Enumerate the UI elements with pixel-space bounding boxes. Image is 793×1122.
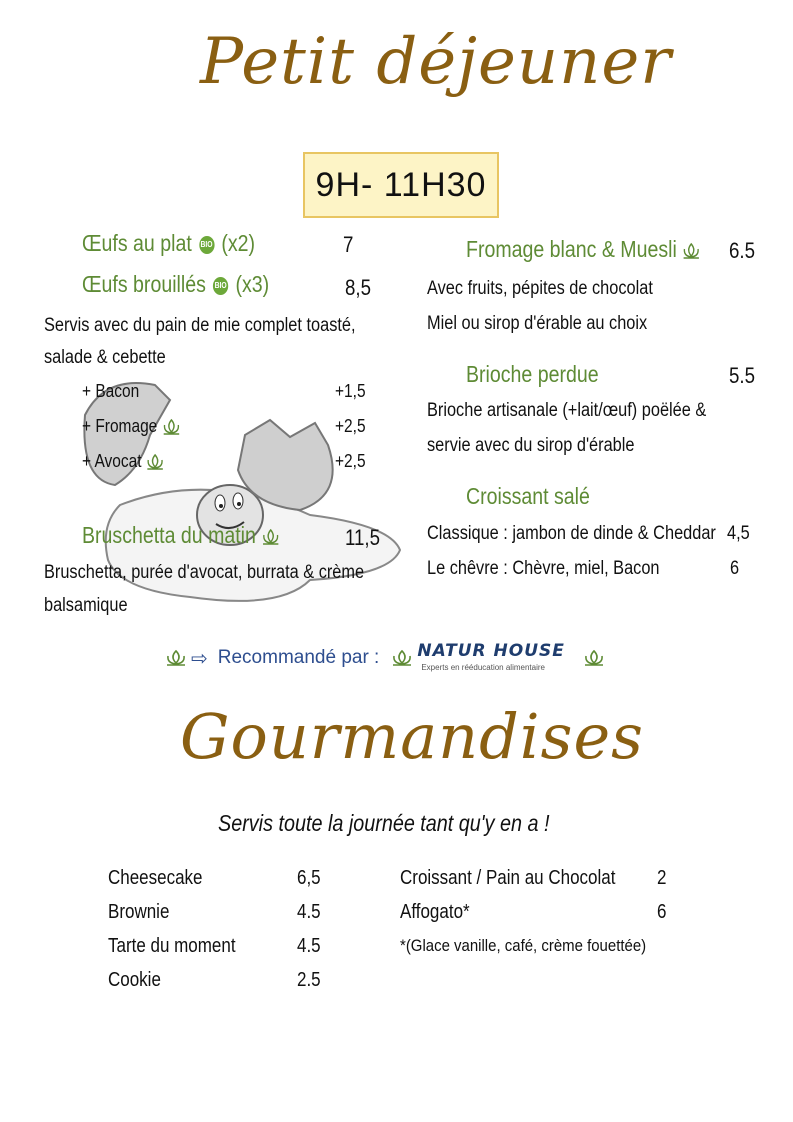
hours-text: 9H- 11H30: [315, 165, 487, 204]
extra-fromage-price: +2,5: [335, 416, 366, 436]
brioche-name: Brioche perdue: [466, 361, 599, 387]
leaf-icon: [146, 453, 165, 471]
sweet-cookie-label: Cookie: [108, 969, 161, 991]
oeufs-brouilles-name: [82, 271, 269, 298]
sweet-brownie-label: Brownie: [108, 901, 170, 923]
sweet-affogato-label: Affogato*: [400, 901, 470, 923]
bio-badge-icon: BIO: [199, 236, 214, 254]
fromage-blanc-name-row: [466, 236, 701, 263]
sweet-cheesecake-price: 6,5: [297, 867, 321, 889]
sweet-croissant-price: 2: [657, 867, 667, 889]
sweets-subtitle: Servis toute la journée tant qu'y en a !: [218, 810, 550, 836]
fromage-blanc-price: 6.5: [729, 238, 756, 263]
sweet-affogato-price: 6: [657, 901, 667, 923]
leaf-icon: [261, 528, 280, 546]
extra-avocat-price: +2,5: [335, 451, 366, 471]
extra-bacon-label: + Bacon: [82, 381, 140, 401]
affogato-note: *(Glace vanille, café, crème fouettée): [400, 936, 647, 955]
bruschetta-description-line1: Bruschetta, purée d'avocat, burrata & crème: [44, 562, 365, 583]
croissant-classique-label: Classique : jambon de dinde & Cheddar: [427, 523, 716, 544]
hours-badge: [303, 152, 499, 218]
extra-fromage-row: [82, 416, 181, 437]
sweets-title: Gourmandises: [180, 700, 644, 773]
bruschetta-description-line2: balsamique: [44, 595, 128, 616]
leaf-icon: [162, 418, 181, 436]
sweet-tarte-price: 4.5: [297, 935, 321, 957]
oeufs-plat-label: Œufs au plat: [82, 230, 192, 256]
sweet-cheesecake-label: Cheesecake: [108, 867, 203, 889]
recommend-label: Recommandé par :: [217, 647, 380, 668]
sweet-tarte-label: Tarte du moment: [108, 935, 236, 957]
extra-fromage-label: + Fromage: [82, 416, 158, 436]
extra-bacon-price: +1,5: [335, 381, 366, 401]
brioche-description-line1: Brioche artisanale (+lait/œuf) poëlée &: [427, 400, 707, 421]
egg-illustration: [60, 375, 410, 625]
bruschetta-name: Bruschetta du matin: [82, 522, 256, 548]
sweet-cookie-price: 2.5: [297, 969, 321, 991]
naturhouse-tagline: Experts en rééducation alimentaire: [421, 663, 545, 672]
oeufs-plat-qty: (x2): [221, 230, 256, 256]
arrow-icon: ⇨: [191, 647, 208, 670]
brioche-description-line2: servie avec du sirop d'érable: [427, 435, 635, 456]
bruschetta-price: 11,5: [345, 525, 381, 550]
naturhouse-logo: [417, 641, 583, 675]
oeufs-brouilles-price: 8,5: [345, 275, 372, 300]
bio-badge-icon: BIO: [213, 277, 228, 295]
croissant-classique-price: 4,5: [727, 523, 750, 544]
fromage-blanc-description-line2: Miel ou sirop d'érable au choix: [427, 313, 648, 334]
brioche-price: 5.5: [729, 363, 756, 388]
oeufs-brouilles-qty: (x3): [235, 271, 270, 297]
breakfast-title: Petit déjeuner: [200, 25, 672, 99]
recommend-row: [165, 641, 605, 675]
bruschetta-name-row: [82, 522, 280, 549]
croissant-chevre-label: Le chêvre : Chèvre, miel, Bacon: [427, 558, 660, 579]
sweet-croissant-label: Croissant / Pain au Chocolat: [400, 867, 616, 889]
naturhouse-brand: NATUR HOUSE: [417, 641, 565, 661]
fromage-blanc-name: Fromage blanc & Muesli: [466, 236, 677, 262]
oeufs-brouilles-label: Œufs brouillés: [82, 271, 206, 297]
fromage-blanc-description-line1: Avec fruits, pépites de chocolat: [427, 278, 653, 299]
leaf-icon: [583, 649, 605, 667]
sweet-brownie-price: 4.5: [297, 901, 321, 923]
leaf-icon: [165, 649, 187, 667]
extra-avocat-row: [82, 451, 165, 472]
leaf-icon: [682, 242, 701, 260]
oeufs-description-line2: salade & cebette: [44, 347, 166, 368]
extra-avocat-label: + Avocat: [82, 451, 142, 471]
croissant-chevre-price: 6: [730, 558, 740, 579]
leaf-icon: [391, 649, 413, 667]
oeufs-plat-price: 7: [343, 232, 354, 257]
oeufs-description-line1: Servis avec du pain de mie complet toasté,: [44, 315, 356, 336]
oeufs-plat-name: [82, 230, 255, 257]
croissant-sale-name: Croissant salé: [466, 483, 590, 509]
